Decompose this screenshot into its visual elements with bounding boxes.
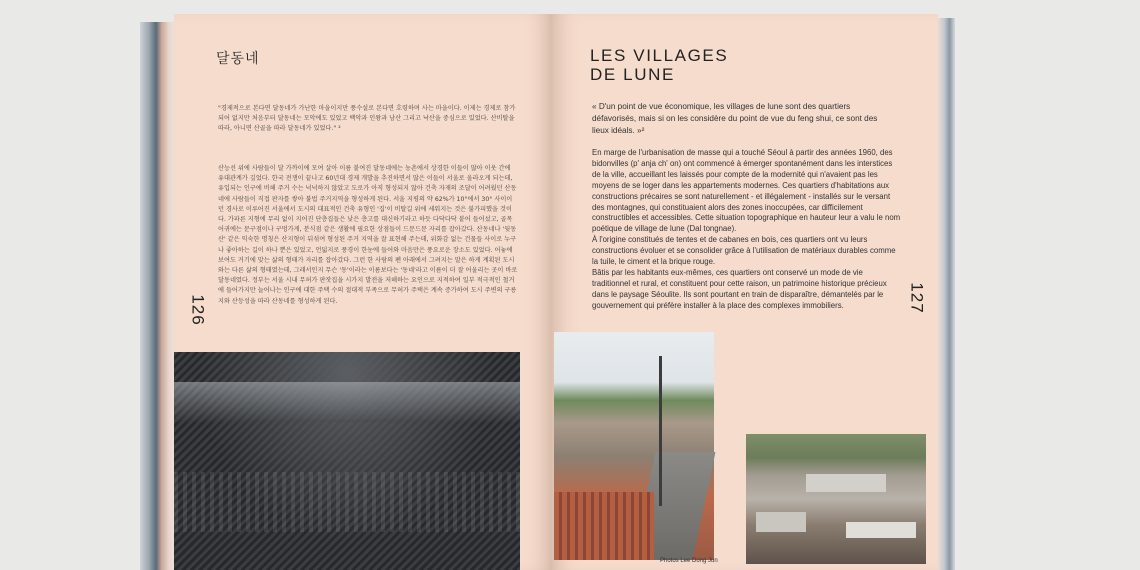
page-number-right: 127 — [907, 282, 927, 314]
french-quote: « D'un point de vue économique, les villages de lune sont des quartiers défavorisés, mais si on les considère du point de vue du feng shui, ce sont des lieux idéals. »² — [592, 102, 878, 135]
french-body-text — [592, 148, 902, 312]
left-page — [174, 14, 552, 570]
page-number-left: 126 — [188, 294, 208, 326]
paragraph: Bâtis par les habitants eux-mêmes, ces quartiers ont conservé un mode de vie traditionnel et rural, et constituent pour cette raison, un patrimoine historique précieux dans le paysage Séoulite. Ils sont pourtant en train de disparaître, démantelés par le gouvernement qui préfère installer à la place des complexes immobiliers. — [592, 267, 887, 310]
rooftops-photo — [746, 434, 926, 564]
page-edges-left — [140, 22, 176, 570]
page-edges-right — [937, 18, 955, 570]
paragraph: En marge de l'urbanisation de masse qui a touché Séoul à partir des années 1960, des bidonvilles (p' anja ch' on) ont commencé à émerger spontanément dans les interstices de la ville, accueillant les laissés pour compte de la modernité qui n'avaient pas les moyens de se loger dans les appartements modernes. Ces quartiers d'habitations aux constructions précaires se sont naturellement - et illégalement - installés sur le versant des montagnes, qui constituaient alors des zones inoccupées, car difficilement constructibles et accessibles. Cette situation topographique en hauteur leur a valu le nom poétique de village de lune (Dal tongnae). — [592, 148, 901, 234]
korean-quote: "경제적으로 본다면 달동네가 가난한 마을이지만 풍수설로 본다면 호령하며 사는 마을이다. 이제는 경제로 참가되어 없지만 처음부터 달동네는 모악에도 있었고 백악과 인왕과 남산 그리고 낙산을 중심으로 있었다. 산비탈을 따라, 아니면 산골을 따라 달동네가 있었다." ² — [218, 105, 516, 132]
photo-credit: Photos Lee Dong Jun — [660, 558, 718, 564]
korean-body-text: 산능선 위에 사람들이 달 가까이에 모여 살아 이름 붙여진 달동네에는 농촌에서 상경한 이들이 많아 이웃 간에 유대관계가 깊었다. 한국 전쟁이 끝나고 60년대 경제 개발을 추진하면서 많은 이들이 서울로 올라오게 되는데, 유입되는 인구에 비해 주거 수는 넉넉하지 않았고 도로가 아직 형성되지 않아 건축 자재의 조달이 어려웠던 산동네에 사람들이 직접 판자를 쌓아 불법 주거지역을 형성하게 된다. 서울 지평의 약 62%가 10°에서 30° 사이이던 경사로 이루어진 서울에서 도시의 대표적인 건축 유형인 '집'이 비탈길 위에 세워지는 것은 불가피했을 것이다. 가파른 지형에 무리 없이 지어진 단층집들은 낮은 층고를 대신하기라고 하듯 다닥다닥 붙어 들어섰고, 골목 어귀에는 문구점이나 구멍가게, 분식점 같은 생활에 필요한 상점들이 드문드문 자리를 잡아갔다. 산동네나 '뒷동산' 같은 익숙한 명칭은 산지형이 뒤섞여 형성된 주거 지역을 잘 표현해 주는데, 위화감 없는 건물들 사이로 누구나 좋아하는 길이 하나 뿐은 있었고, 언덟지로 풍경이 한눈에 들어와 마음만은 풍요로운 장소도 있었다. 어놓에 보여도 거기에 맞는 삶의 형태가 자리를 잡아갔다. 그런 한 사람의 펜 아래에서 그려지는 말은 하게 계획된 도시와는 다른 삶의 형태였는데, 그래서인지 무슨 '동'이라는 이름보다는 '동네'라고 이름이 더 잘 어울리는 곳이 바로 달동네였다. 정부는 서울 시내 무허가 판잣집을 시가지 발전을 저해하는 요인으로 지적하여 일부 적극적인 철거에 들어가지만 늘어나는 인구에 대한 주택 수의 절대적 부족으로 무허가 주택은 계속 증가하여 도시 주변의 구릉지와 산등성을 따라 산동네를 형성하게 된다. — [218, 165, 518, 305]
korean-title: 달동네 — [216, 51, 260, 67]
open-book — [140, 14, 955, 570]
aerial-village-photo — [174, 352, 520, 570]
french-title-line1: LES VILLAGES — [590, 46, 729, 65]
french-title-line2: DE LUNE — [590, 65, 675, 84]
right-page — [552, 14, 938, 570]
french-title — [590, 46, 728, 84]
street-photo — [554, 332, 714, 560]
paragraph: À l'origine constitués de tentes et de cabanes en bois, ces quartiers ont vu leurs constructions évoluer et se consolider grâce à l'utilisation de matériaux durables comme la tuile, le ciment et la brique rouge. — [592, 235, 896, 267]
